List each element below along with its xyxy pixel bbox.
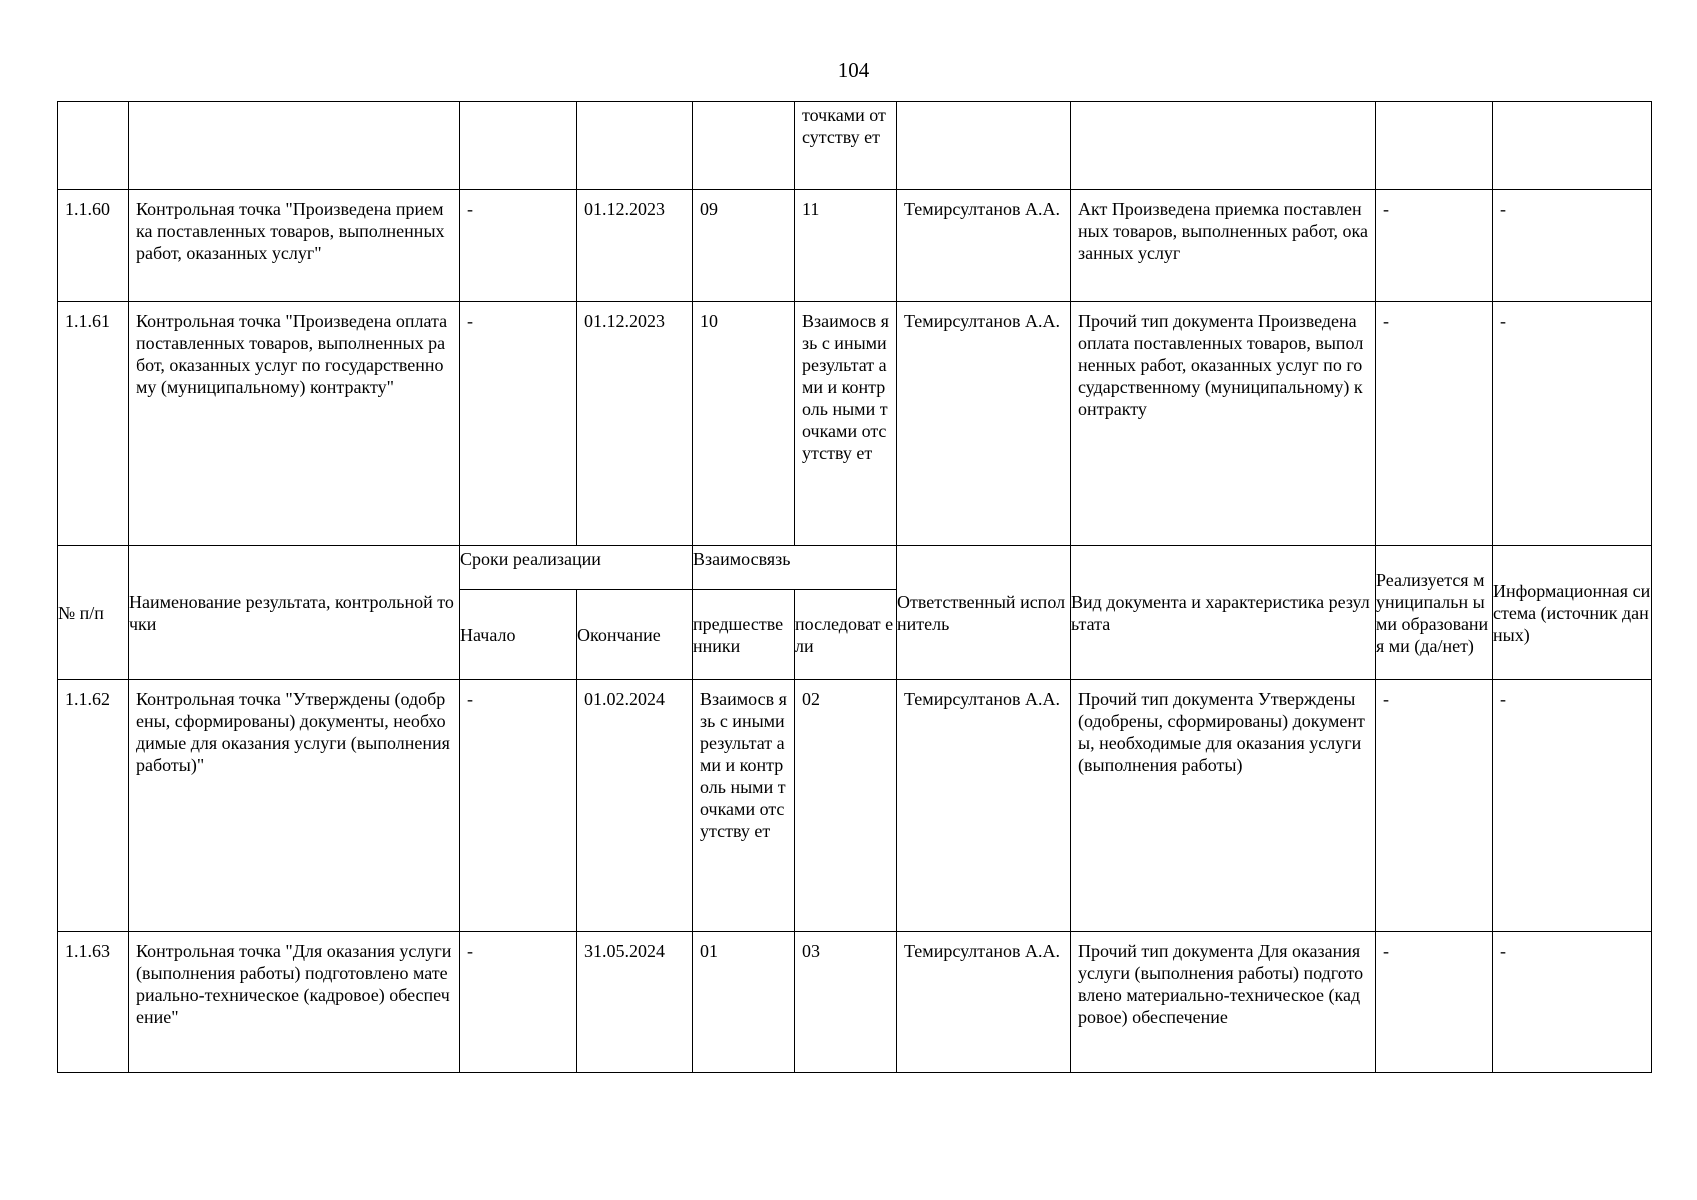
cell-doc [1071,102,1376,190]
cell-end: 31.05.2024 [577,932,693,1073]
cell-end: 01.12.2023 [577,302,693,546]
cell-start: - [460,932,577,1073]
header-end: Окончание [577,590,693,680]
cell-name: Контрольная точка "Произведена оплата поставленных товаров, выполненных работ, оказанных услуг по государственному (муниципальному) контракту" [129,302,460,546]
cell-executor [897,102,1071,190]
table-row [58,680,1652,932]
cell-num: 1.1.62 [58,680,129,932]
header-start: Начало [460,590,577,680]
results-table [57,101,1652,1073]
cell-start: - [460,680,577,932]
cell-name [129,102,460,190]
cell-predecessors: 09 [693,190,795,302]
cell-successors: Взаимосв язь с иными результат ами и контроль ными точками отсутству ет [795,302,897,546]
cell-name: Контрольная точка "Для оказания услуги (выполнения работы) подготовлено материально-техническое (кадровое) обеспечение" [129,932,460,1073]
cell-municipal: - [1376,190,1493,302]
header-relation: Взаимосвязь [693,546,897,590]
cell-successors: 02 [795,680,897,932]
cell-doc: Прочий тип документа Произведена оплата поставленных товаров, выполненных работ, оказанных услуг по государственному (муниципальному) контракту [1071,302,1376,546]
cell-num: 1.1.60 [58,190,129,302]
cell-successors: 03 [795,932,897,1073]
cell-info [1493,102,1652,190]
cell-successors: точками отсутству ет [795,102,897,190]
cell-executor: Темирсултанов А.А. [897,190,1071,302]
cell-predecessors: Взаимосв язь с иными результат ами и контроль ными точками отсутству ет [693,680,795,932]
cell-name: Контрольная точка "Утверждены (одобрены, сформированы) документы, необходимые для оказания услуги (выполнения работы)" [129,680,460,932]
cell-executor: Темирсултанов А.А. [897,680,1071,932]
cell-municipal: - [1376,680,1493,932]
header-name: Наименование результата, контрольной точки [129,546,460,680]
cell-name: Контрольная точка "Произведена приемка поставленных товаров, выполненных работ, оказанных услуг" [129,190,460,302]
header-info-system: Информационная система (источник данных) [1493,546,1652,680]
cell-start: - [460,190,577,302]
table-row [58,190,1652,302]
header-municipal: Реализуется муниципальн ыми образования ми (да/нет) [1376,546,1493,680]
cell-start: - [460,302,577,546]
table-row [58,102,1652,190]
cell-start [460,102,577,190]
header-deadlines: Сроки реализации [460,546,693,590]
cell-end: 01.12.2023 [577,190,693,302]
header-row [58,546,1652,590]
table-row [58,302,1652,546]
cell-executor: Темирсултанов А.А. [897,932,1071,1073]
cell-num: 1.1.61 [58,302,129,546]
cell-doc: Прочий тип документа Для оказания услуги (выполнения работы) подготовлено материально-техническое (кадровое) обеспечение [1071,932,1376,1073]
header-predecessors: предшестве нники [693,590,795,680]
cell-municipal: - [1376,932,1493,1073]
header-executor: Ответственный исполнитель [897,546,1071,680]
header-successors: последоват ели [795,590,897,680]
cell-end [577,102,693,190]
header-doc-type: Вид документа и характеристика результата [1071,546,1376,680]
cell-info: - [1493,302,1652,546]
cell-predecessors: 10 [693,302,795,546]
cell-info: - [1493,932,1652,1073]
cell-num [58,102,129,190]
cell-executor: Темирсултанов А.А. [897,302,1071,546]
table-row [58,932,1652,1073]
page-number: 104 [837,58,870,82]
cell-doc: Акт Произведена приемка поставленных товаров, выполненных работ, оказанных услуг [1071,190,1376,302]
cell-municipal [1376,102,1493,190]
cell-predecessors [693,102,795,190]
header-num: № п/п [58,546,129,680]
cell-info: - [1493,190,1652,302]
cell-num: 1.1.63 [58,932,129,1073]
cell-municipal: - [1376,302,1493,546]
cell-end: 01.02.2024 [577,680,693,932]
cell-successors: 11 [795,190,897,302]
cell-doc: Прочий тип документа Утверждены (одобрены, сформированы) документы, необходимые для оказания услуги (выполнения работы) [1071,680,1376,932]
cell-info: - [1493,680,1652,932]
cell-predecessors: 01 [693,932,795,1073]
